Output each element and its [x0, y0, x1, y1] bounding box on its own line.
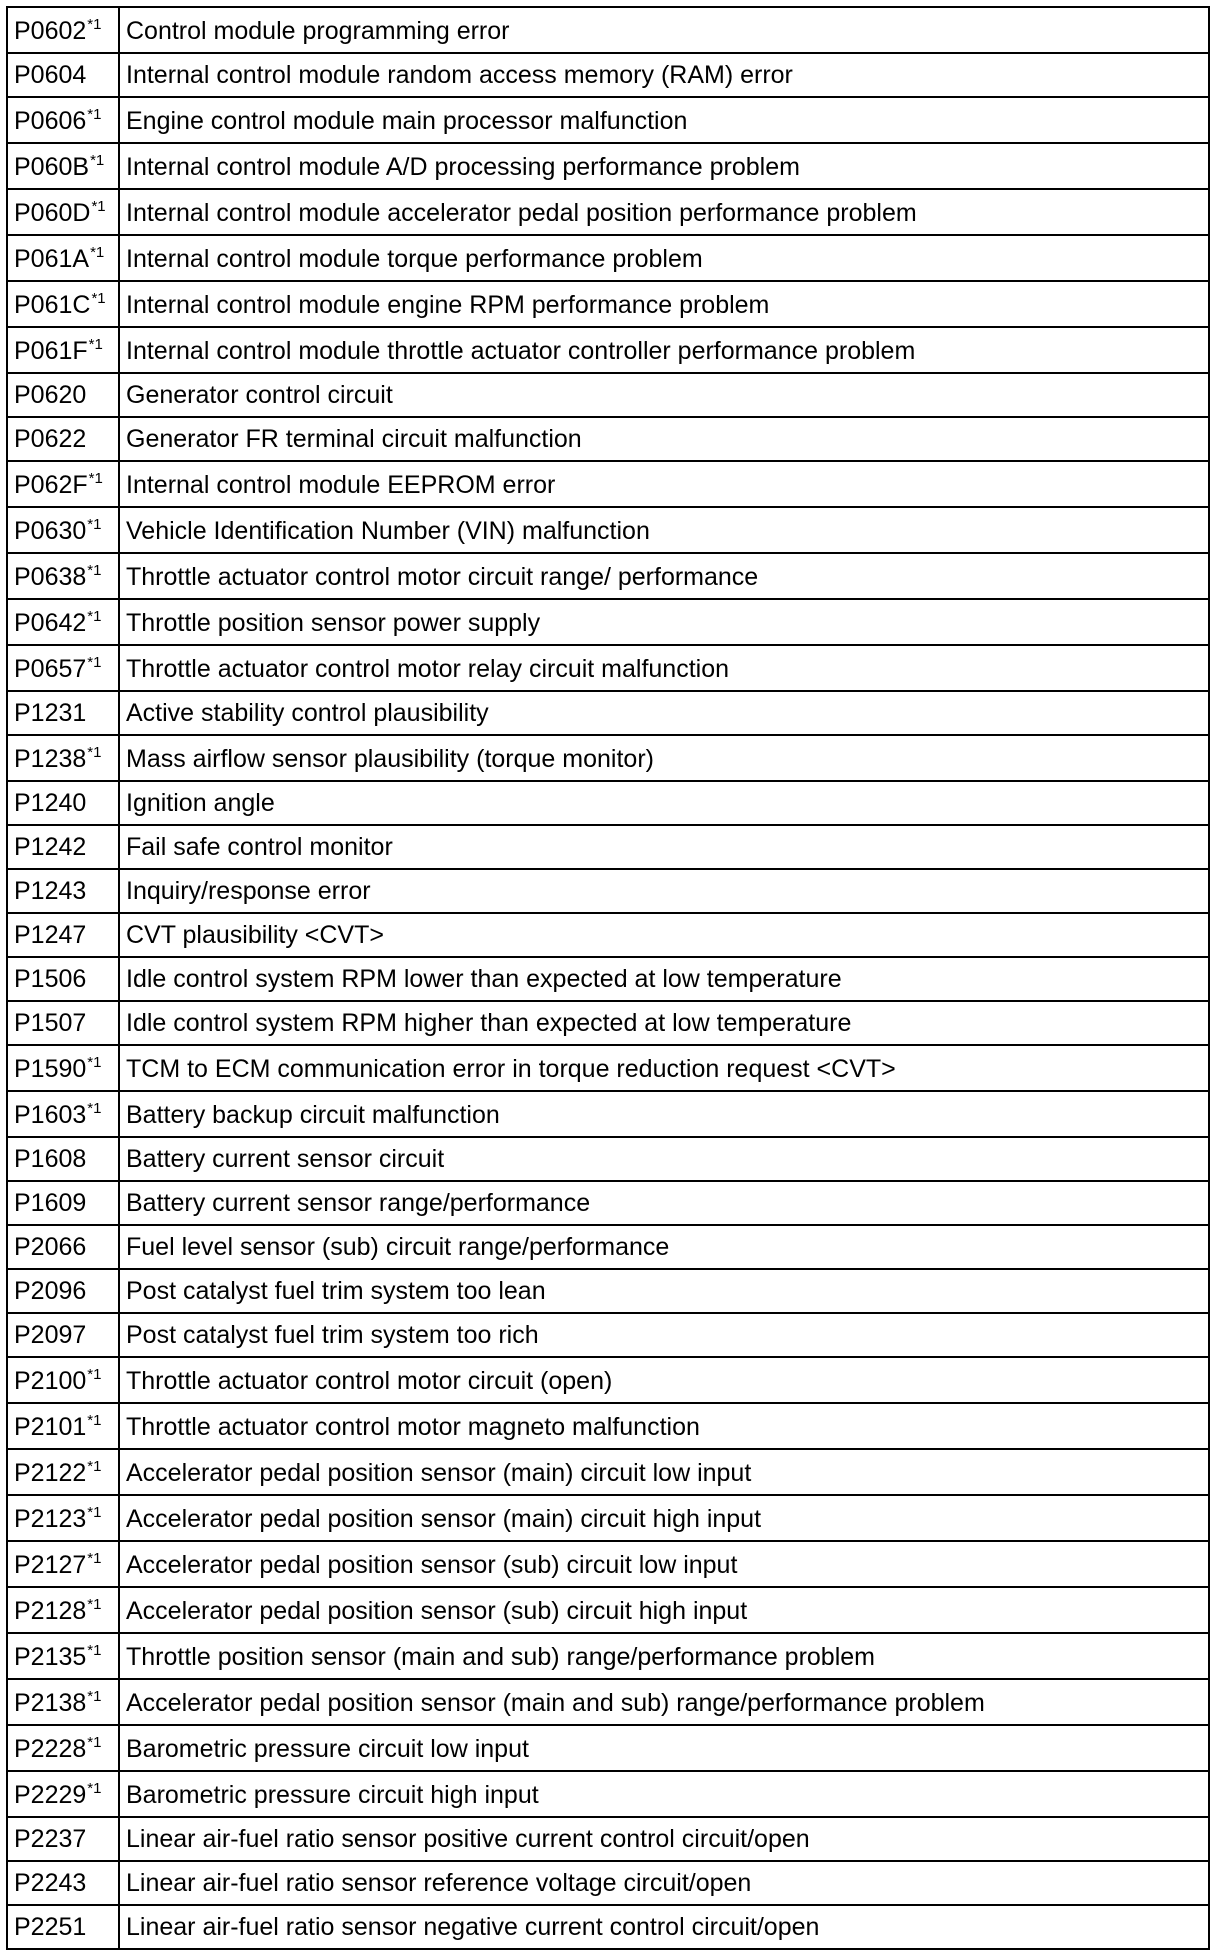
dtc-code-cell [7, 691, 119, 735]
table-row [7, 461, 1209, 507]
dtc-code: P2100 [14, 1367, 87, 1395]
footnote-mark: *1 [87, 1054, 102, 1071]
dtc-code-cell [7, 1679, 119, 1725]
table-row [7, 553, 1209, 599]
footnote-mark: *1 [87, 1458, 102, 1475]
table-row [7, 507, 1209, 553]
dtc-code-cell [7, 781, 119, 825]
table-row [7, 1001, 1209, 1045]
footnote-mark: *1 [87, 744, 102, 761]
dtc-code-cell [7, 235, 119, 281]
dtc-description: Internal control module accelerator pedal position performance problem [119, 189, 1209, 235]
dtc-code-cell [7, 97, 119, 143]
dtc-code-cell [7, 1449, 119, 1495]
table-row [7, 281, 1209, 327]
dtc-description: Inquiry/response error [119, 869, 1209, 913]
footnote-mark: *1 [87, 1596, 102, 1613]
dtc-code-cell [7, 1269, 119, 1313]
dtc-code: P1240 [14, 789, 87, 817]
dtc-description: Throttle actuator control motor circuit range/ performance [119, 553, 1209, 599]
dtc-code: P061F [14, 337, 88, 365]
table-row [7, 1541, 1209, 1587]
dtc-description: Battery current sensor range/performance [119, 1181, 1209, 1225]
dtc-code-cell [7, 417, 119, 461]
dtc-description: TCM to ECM communication error in torque reduction request <CVT> [119, 1045, 1209, 1091]
dtc-code: P1506 [14, 965, 87, 993]
dtc-description: Idle control system RPM higher than expected at low temperature [119, 1001, 1209, 1045]
table-row [7, 869, 1209, 913]
footnote-mark: *1 [88, 336, 103, 353]
dtc-code: P2101 [14, 1413, 87, 1441]
dtc-code: P1603 [14, 1101, 87, 1129]
dtc-code: P2135 [14, 1643, 87, 1671]
dtc-code: P0606 [14, 107, 87, 135]
footnote-mark: *1 [87, 562, 102, 579]
dtc-description: Vehicle Identification Number (VIN) malfunction [119, 507, 1209, 553]
dtc-code: P061A [14, 245, 90, 273]
dtc-code: P062F [14, 471, 88, 499]
dtc-description: Idle control system RPM lower than expected at low temperature [119, 957, 1209, 1001]
table-row [7, 691, 1209, 735]
footnote-mark: *1 [90, 244, 105, 261]
table-row [7, 1091, 1209, 1137]
dtc-code-cell [7, 825, 119, 869]
dtc-code: P060B [14, 153, 90, 181]
dtc-code-cell [7, 735, 119, 781]
dtc-code-cell [7, 143, 119, 189]
dtc-description: Throttle actuator control motor magneto malfunction [119, 1403, 1209, 1449]
dtc-sheet [6, 6, 1210, 1950]
dtc-code: P2097 [14, 1321, 87, 1349]
table-row [7, 189, 1209, 235]
dtc-code-cell [7, 7, 119, 53]
dtc-code-cell [7, 507, 119, 553]
footnote-mark: *1 [87, 1550, 102, 1567]
dtc-description: Control module programming error [119, 7, 1209, 53]
table-row [7, 53, 1209, 97]
table-row [7, 599, 1209, 645]
dtc-code-cell [7, 1091, 119, 1137]
dtc-description: Throttle position sensor power supply [119, 599, 1209, 645]
dtc-code: P1590 [14, 1055, 87, 1083]
table-row [7, 7, 1209, 53]
dtc-code: P2138 [14, 1689, 87, 1717]
footnote-mark: *1 [87, 516, 102, 533]
dtc-code-cell [7, 599, 119, 645]
dtc-code-cell [7, 1725, 119, 1771]
table-row [7, 1313, 1209, 1357]
dtc-description: Active stability control plausibility [119, 691, 1209, 735]
dtc-code-cell [7, 1001, 119, 1045]
dtc-description: Fail safe control monitor [119, 825, 1209, 869]
footnote-mark: *1 [87, 1688, 102, 1705]
dtc-description: Linear air-fuel ratio sensor reference voltage circuit/open [119, 1861, 1209, 1905]
footnote-mark: *1 [87, 654, 102, 671]
table-row [7, 1225, 1209, 1269]
table-row [7, 1905, 1209, 1949]
dtc-code-cell [7, 869, 119, 913]
dtc-description: Internal control module throttle actuator controller performance problem [119, 327, 1209, 373]
dtc-code: P1242 [14, 833, 87, 861]
table-row [7, 645, 1209, 691]
dtc-code-cell [7, 645, 119, 691]
dtc-code-cell [7, 1861, 119, 1905]
dtc-code: P2122 [14, 1459, 87, 1487]
dtc-code-cell [7, 1045, 119, 1091]
dtc-description: Throttle actuator control motor relay circuit malfunction [119, 645, 1209, 691]
dtc-description: Accelerator pedal position sensor (main and sub) range/performance problem [119, 1679, 1209, 1725]
dtc-code-cell [7, 1817, 119, 1861]
dtc-code-cell [7, 189, 119, 235]
dtc-description: Accelerator pedal position sensor (main) circuit low input [119, 1449, 1209, 1495]
dtc-code-cell [7, 1771, 119, 1817]
table-row [7, 957, 1209, 1001]
dtc-description: Generator control circuit [119, 373, 1209, 417]
dtc-description: Barometric pressure circuit low input [119, 1725, 1209, 1771]
table-row [7, 913, 1209, 957]
dtc-code: P1238 [14, 745, 87, 773]
dtc-code: P0622 [14, 425, 87, 453]
table-row [7, 97, 1209, 143]
dtc-code: P060D [14, 199, 91, 227]
table-row [7, 1137, 1209, 1181]
table-row [7, 781, 1209, 825]
dtc-code-cell [7, 957, 119, 1001]
table-row [7, 1181, 1209, 1225]
dtc-code-cell [7, 1225, 119, 1269]
dtc-code: P0620 [14, 381, 87, 409]
dtc-code: P1231 [14, 699, 87, 727]
dtc-code: P2243 [14, 1869, 87, 1897]
dtc-description: Internal control module A/D processing performance problem [119, 143, 1209, 189]
dtc-code: P061C [14, 291, 91, 319]
dtc-code-cell [7, 913, 119, 957]
table-row [7, 1771, 1209, 1817]
dtc-description: Barometric pressure circuit high input [119, 1771, 1209, 1817]
dtc-description: Accelerator pedal position sensor (sub) circuit high input [119, 1587, 1209, 1633]
footnote-mark: *1 [87, 16, 102, 33]
dtc-description: Generator FR terminal circuit malfunction [119, 417, 1209, 461]
dtc-description: CVT plausibility <CVT> [119, 913, 1209, 957]
dtc-code-cell [7, 1313, 119, 1357]
footnote-mark: *1 [87, 1642, 102, 1659]
dtc-code: P0642 [14, 609, 87, 637]
dtc-code-cell [7, 1633, 119, 1679]
dtc-code-cell [7, 1181, 119, 1225]
dtc-table [6, 6, 1210, 1950]
dtc-code-cell [7, 1495, 119, 1541]
dtc-code: P2123 [14, 1505, 87, 1533]
dtc-code: P0657 [14, 655, 87, 683]
table-row [7, 1679, 1209, 1725]
dtc-description: Post catalyst fuel trim system too rich [119, 1313, 1209, 1357]
table-row [7, 327, 1209, 373]
dtc-table-body [7, 7, 1209, 1949]
dtc-code: P2228 [14, 1735, 87, 1763]
table-row [7, 1861, 1209, 1905]
table-row [7, 1045, 1209, 1091]
table-row [7, 417, 1209, 461]
dtc-code: P1247 [14, 921, 87, 949]
dtc-code-cell [7, 461, 119, 507]
table-row [7, 1449, 1209, 1495]
footnote-mark: *1 [87, 1734, 102, 1751]
dtc-code-cell [7, 373, 119, 417]
dtc-code-cell [7, 1137, 119, 1181]
dtc-description: Fuel level sensor (sub) circuit range/performance [119, 1225, 1209, 1269]
dtc-code-cell [7, 1357, 119, 1403]
footnote-mark: *1 [90, 152, 105, 169]
dtc-code: P2251 [14, 1913, 87, 1941]
footnote-mark: *1 [88, 470, 103, 487]
dtc-code: P1609 [14, 1189, 87, 1217]
table-row [7, 1269, 1209, 1313]
dtc-code: P0602 [14, 17, 87, 45]
dtc-code: P0630 [14, 517, 87, 545]
dtc-code: P1507 [14, 1009, 87, 1037]
footnote-mark: *1 [87, 608, 102, 625]
table-row [7, 1725, 1209, 1771]
dtc-description: Internal control module random access memory (RAM) error [119, 53, 1209, 97]
dtc-description: Engine control module main processor malfunction [119, 97, 1209, 143]
dtc-description: Accelerator pedal position sensor (main) circuit high input [119, 1495, 1209, 1541]
dtc-description: Internal control module engine RPM performance problem [119, 281, 1209, 327]
dtc-code-cell [7, 327, 119, 373]
dtc-code: P2237 [14, 1825, 87, 1853]
footnote-mark: *1 [87, 1412, 102, 1429]
dtc-code-cell [7, 1541, 119, 1587]
dtc-code: P2066 [14, 1233, 87, 1261]
dtc-description: Accelerator pedal position sensor (sub) circuit low input [119, 1541, 1209, 1587]
dtc-code: P2096 [14, 1277, 87, 1305]
footnote-mark: *1 [87, 1504, 102, 1521]
footnote-mark: *1 [87, 1366, 102, 1383]
table-row [7, 1633, 1209, 1679]
dtc-code-cell [7, 1403, 119, 1449]
dtc-description: Throttle position sensor (main and sub) range/performance problem [119, 1633, 1209, 1679]
table-row [7, 1495, 1209, 1541]
table-row [7, 235, 1209, 281]
dtc-description: Mass airflow sensor plausibility (torque monitor) [119, 735, 1209, 781]
table-row [7, 825, 1209, 869]
dtc-description: Battery current sensor circuit [119, 1137, 1209, 1181]
dtc-description: Ignition angle [119, 781, 1209, 825]
dtc-code-cell [7, 1587, 119, 1633]
table-row [7, 373, 1209, 417]
dtc-description: Battery backup circuit malfunction [119, 1091, 1209, 1137]
footnote-mark: *1 [87, 106, 102, 123]
dtc-code: P0604 [14, 61, 87, 89]
dtc-code: P1608 [14, 1145, 87, 1173]
dtc-code: P0638 [14, 563, 87, 591]
table-row [7, 1817, 1209, 1861]
footnote-mark: *1 [91, 290, 106, 307]
dtc-description: Internal control module EEPROM error [119, 461, 1209, 507]
footnote-mark: *1 [87, 1780, 102, 1797]
footnote-mark: *1 [87, 1100, 102, 1117]
dtc-code-cell [7, 53, 119, 97]
dtc-description: Linear air-fuel ratio sensor negative current control circuit/open [119, 1905, 1209, 1949]
dtc-code: P1243 [14, 877, 87, 905]
dtc-code-cell [7, 553, 119, 599]
footnote-mark: *1 [91, 198, 106, 215]
table-row [7, 735, 1209, 781]
dtc-description: Throttle actuator control motor circuit (open) [119, 1357, 1209, 1403]
dtc-description: Internal control module torque performance problem [119, 235, 1209, 281]
table-row [7, 1403, 1209, 1449]
dtc-code: P2127 [14, 1551, 87, 1579]
dtc-code: P2128 [14, 1597, 87, 1625]
dtc-code: P2229 [14, 1781, 87, 1809]
dtc-description: Linear air-fuel ratio sensor positive current control circuit/open [119, 1817, 1209, 1861]
dtc-description: Post catalyst fuel trim system too lean [119, 1269, 1209, 1313]
dtc-code-cell [7, 281, 119, 327]
table-row [7, 1587, 1209, 1633]
table-row [7, 1357, 1209, 1403]
table-row [7, 143, 1209, 189]
dtc-code-cell [7, 1905, 119, 1949]
